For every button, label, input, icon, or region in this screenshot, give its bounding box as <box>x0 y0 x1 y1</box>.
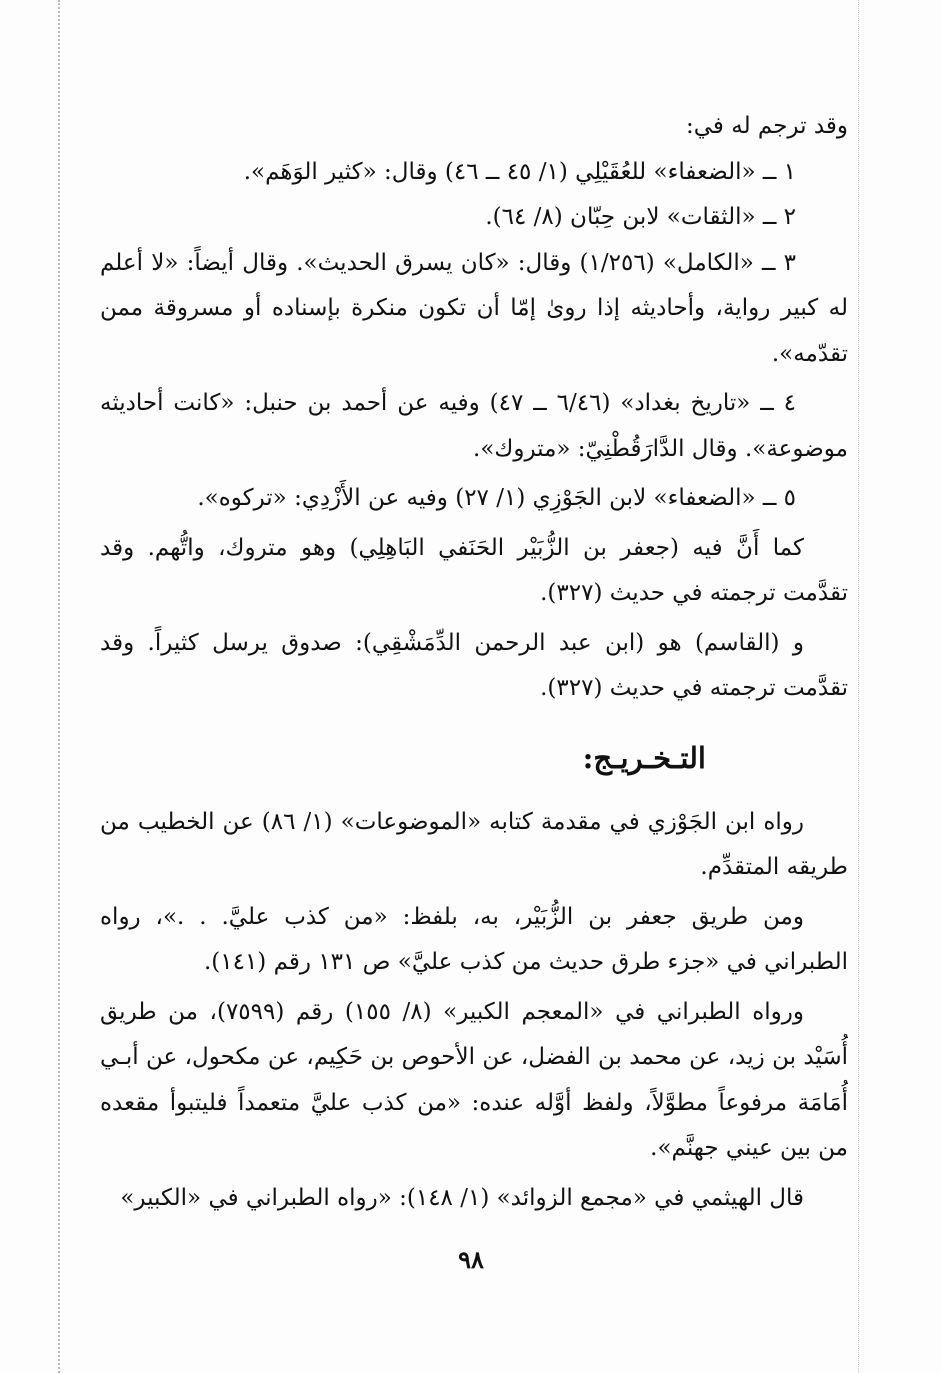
intro-line: وقد ترجم له في: <box>686 113 848 139</box>
page-body <box>100 104 848 1221</box>
source-item-2: ٢ ــ «الثقات» لابن حِبّان (٨/ ٦٤). <box>485 204 796 230</box>
narrator-paragraph-1: كما أَنَّ فيه (جعفر بن الزُّبَيْر الحَنَفي البَاهِلِي) وهو متروك، واتُّهم. وقد تقدَّمت ترجمته في حديث (٣٢٧). <box>100 534 848 606</box>
takhrij-paragraph-1: رواه ابن الجَوْزي في مقدمة كتابه «الموضوعات» (١/ ٨٦) عن الخطيب من طريقه المتقدِّم. <box>100 808 848 880</box>
takhrij-paragraph-4: قال الهيثمي في «مجمع الزوائد» (١/ ١٤٨): «رواه الطبراني في «الكبير» <box>120 1184 804 1211</box>
section-heading: التـخـريـج: <box>582 740 706 775</box>
source-item-1: ١ ــ «الضعفاء» للعُقَيْلِي (١/ ٤٥ ــ ٤٦) وقال: «كثير الوَهَم». <box>243 158 796 185</box>
narrator-paragraph-2: و (القاسم) هو (ابن عبد الرحمن الدِّمَشْقِي): صدوق يرسل كثيراً. وقد تقدَّمت ترجمته في حديث (٣٢٧). <box>100 629 848 701</box>
page-edge-right <box>858 0 859 1373</box>
source-item-4: ٤ ــ «تاريخ بغداد» (٦/٤٦ ــ ٤٧) وفيه عن أحمد بن حنبل: «كانت أحاديثه موضوعة». وقال الدَّارَقُطْنِيّ: «متروك». <box>100 390 848 462</box>
source-item-5: ٥ ــ «الضعفاء» لابن الجَوْزِي (١/ ٢٧) وفيه عن الأَزْدِي: «تركوه». <box>197 485 796 511</box>
page-edge-left <box>58 0 60 1373</box>
page-number: ٩٨ <box>458 1245 484 1274</box>
takhrij-paragraph-2: ومن طريق جعفر بن الزُّبَيْر، به، بلفظ: «من كذب عليَّ. . .»، رواه الطبراني في «جزء طرق حديث من كذب عليَّ» ص ١٣١ رقم (١٤١). <box>100 903 848 975</box>
takhrij-paragraph-3: ورواه الطبراني في «المعجم الكبير» (٨/ ١٥٥) رقم (٧٥٩٩)، من طريق أُسَيْد بن زيد، عن محمد بن الفضل، عن الأحوص بن حَكِيم، عن مكحول، عن أبـي أُمَامَة مرفوعاً مطوَّلاً، ولفظ أوَّله عنده: «من كذب عليَّ متعمداً فليتبوأ مقعده من بين عيني جهنَّم». <box>100 998 848 1161</box>
source-item-3: ٣ ــ «الكامل» (١/٢٥٦) وقال: «كان يسرق الحديث». وقال أيضاً: «لا أعلم له كبير رواية، وأحاديثه إذا روىٰ إمّا أن تكون منكرة بإسناده أو مسروقة ممن تقدّمه». <box>100 249 848 367</box>
